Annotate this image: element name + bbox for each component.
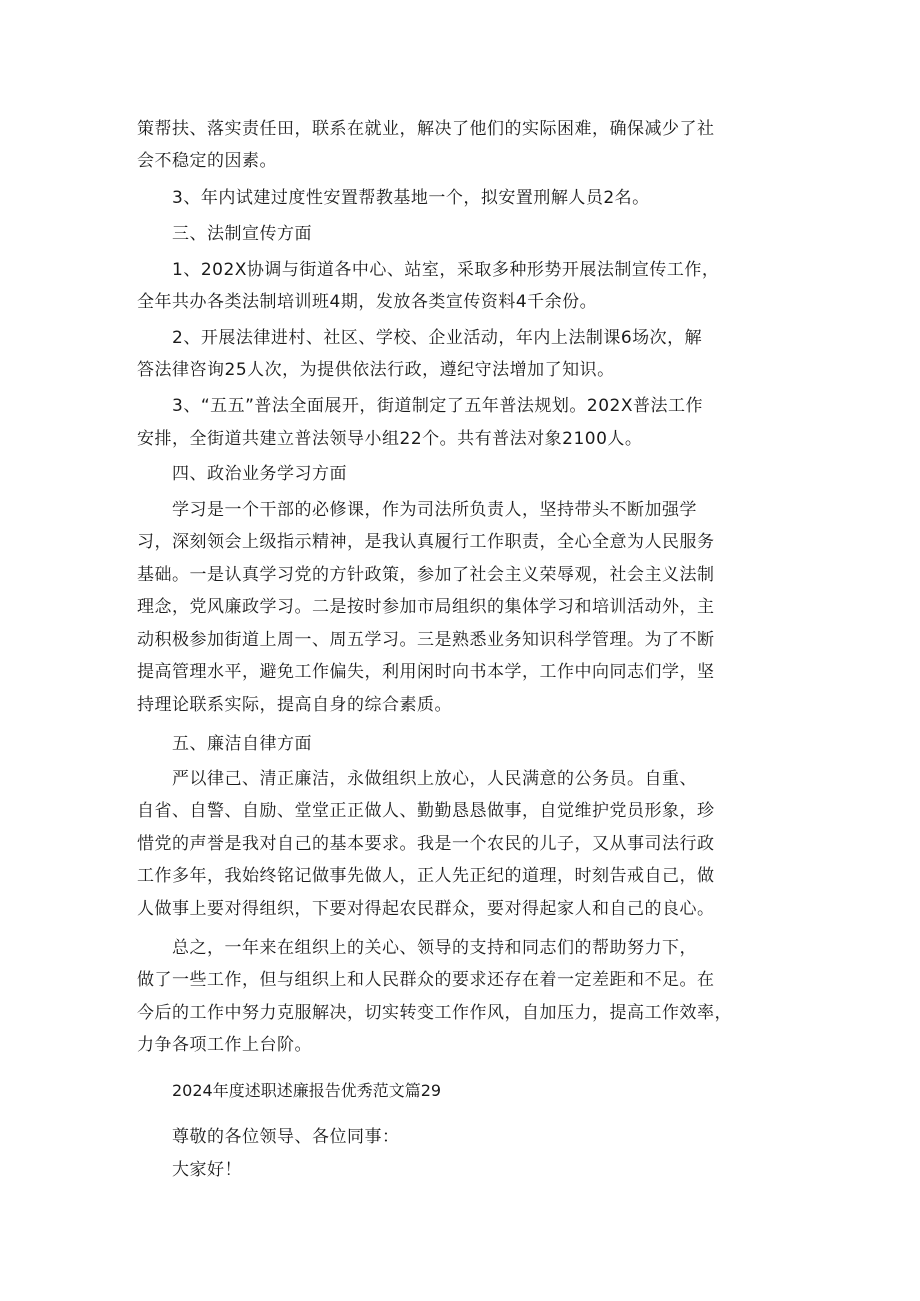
body-line: 持理论联系实际，提高自身的综合素质。 <box>137 695 452 715</box>
body-line: 提高管理水平，避免工作偏失，利用闲时向书本学，工作中向同志们学，坚 <box>137 662 715 682</box>
body-line: 会不稳定的因素。 <box>137 151 277 171</box>
body-line: 力争各项工作上台阶。 <box>137 1035 312 1055</box>
body-line: 3、年内试建过度性安置帮教基地一个，拟安置刑解人员2名。 <box>172 188 650 208</box>
body-line: 今后的工作中努力克服解决，切实转变工作作风，自加压力，提高工作效率， <box>137 1003 732 1023</box>
body-line: 自省、自警、自励、堂堂正正做人、勤勤恳恳做事，自觉维护党员形象，珍 <box>137 801 715 821</box>
body-line: 做了一些工作，但与组织上和人民群众的要求还存在着一定差距和不足。在 <box>137 970 715 990</box>
body-line: 答法律咨询25人次，为提供依法行政，遵纪守法增加了知识。 <box>137 360 615 380</box>
body-line: 安排，全街道共建立普法领导小组22个。共有普法对象2100人。 <box>137 429 643 449</box>
section-heading: 五、廉洁自律方面 <box>172 734 312 754</box>
body-line: 严以律己、清正廉洁，永做组织上放心，人民满意的公务员。自重、 <box>172 769 697 789</box>
body-line: 1、202X协调与街道各中心、站室，采取多种形势开展法制宣传工作， <box>172 260 720 280</box>
body-line: 总之，一年来在组织上的关心、领导的支持和同志们的帮助努力下， <box>172 938 697 958</box>
body-line: 动积极参加街道上周一、周五学习。三是熟悉业务知识科学管理。为了不断 <box>137 630 715 650</box>
body-line: 理念，党风廉政学习。二是按时参加市局组织的集体学习和培训活动外，主 <box>137 597 715 617</box>
section-heading: 四、政治业务学习方面 <box>172 464 347 484</box>
body-line: 基础。一是认真学习党的方针政策，参加了社会主义荣辱观，社会主义法制 <box>137 565 715 585</box>
body-line: 2、开展法律进村、社区、学校、企业活动，年内上法制课6场次，解 <box>172 328 703 348</box>
article-title: 2024年度述职述廉报告优秀范文篇29 <box>172 1081 442 1100</box>
body-line: 3、“五五”普法全面展开，街道制定了五年普法规划。202X普法工作 <box>172 396 704 416</box>
body-line: 策帮扶、落实责任田，联系在就业，解决了他们的实际困难，确保减少了社 <box>137 119 715 139</box>
body-line: 惜党的声誉是我对自己的基本要求。我是一个农民的儿子，又从事司法行政 <box>137 834 715 854</box>
body-line: 全年共办各类法制培训班4期，发放各类宣传资料4千余份。 <box>137 292 598 312</box>
body-line: 工作多年，我始终铭记做事先做人，正人先正纪的道理，时刻告戒自己，做 <box>137 866 715 886</box>
salutation: 尊敬的各位领导、各位同事： <box>172 1127 400 1147</box>
body-line: 习，深刻领会上级指示精神，是我认真履行工作职责，全心全意为人民服务 <box>137 532 715 552</box>
body-line: 人做事上要对得组织，下要对得起农民群众，要对得起家人和自己的良心。 <box>137 899 715 919</box>
section-heading: 三、法制宣传方面 <box>172 224 312 244</box>
greeting: 大家好！ <box>172 1160 242 1180</box>
body-line: 学习是一个干部的必修课，作为司法所负责人，坚持带头不断加强学 <box>172 500 697 520</box>
